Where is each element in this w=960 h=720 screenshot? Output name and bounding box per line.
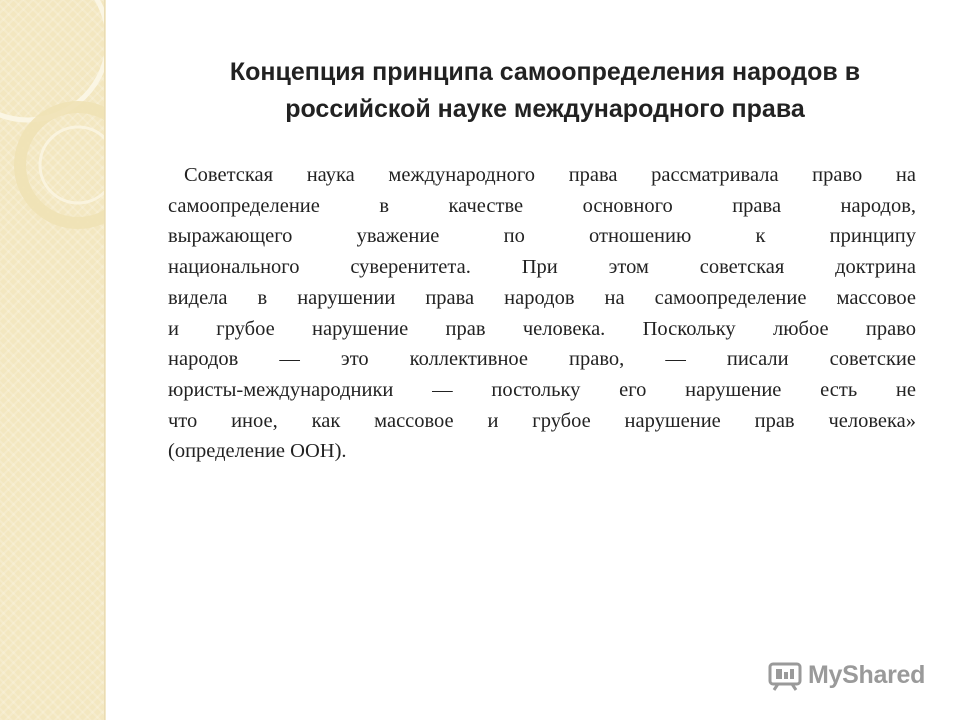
ring-middle-inner xyxy=(40,127,106,203)
title-line: Концепция принципа самоопределения народов в xyxy=(229,58,861,86)
sidebar-edge xyxy=(104,0,106,720)
decorative-rings xyxy=(0,0,106,720)
watermark-text: MyShared xyxy=(808,660,926,689)
body-line: выражающего уважение по отношению к принципу xyxy=(168,225,916,248)
slide-title xyxy=(170,54,920,128)
body-line: юристы-международники — постольку его нарушение есть не xyxy=(168,378,916,401)
body-line: что иное, как массовое и грубое нарушение прав человека» xyxy=(168,409,916,432)
body-line: (определение ООН). xyxy=(168,440,347,463)
ring-top xyxy=(0,0,106,120)
title-line: российской науке международного права xyxy=(285,95,805,123)
body-line: национального суверенитета. При этом советская доктрина xyxy=(168,256,916,279)
ring-middle xyxy=(20,107,106,223)
body-line: и грубое нарушение прав человека. Поскольку любое право xyxy=(168,317,916,340)
body-paragraph xyxy=(168,160,916,467)
body-line: самоопределение в качестве основного права народов, xyxy=(168,194,916,217)
body-line: народов — это коллективное право, — писали советские xyxy=(168,348,916,371)
myshared-logo-icon xyxy=(768,658,802,692)
body-line: видела в нарушении права народов на самоопределение массовое xyxy=(168,286,916,309)
decorative-sidebar xyxy=(0,0,106,720)
body-line: Советская наука международного права рассматривала право на xyxy=(184,164,916,186)
watermark[interactable] xyxy=(768,655,925,695)
